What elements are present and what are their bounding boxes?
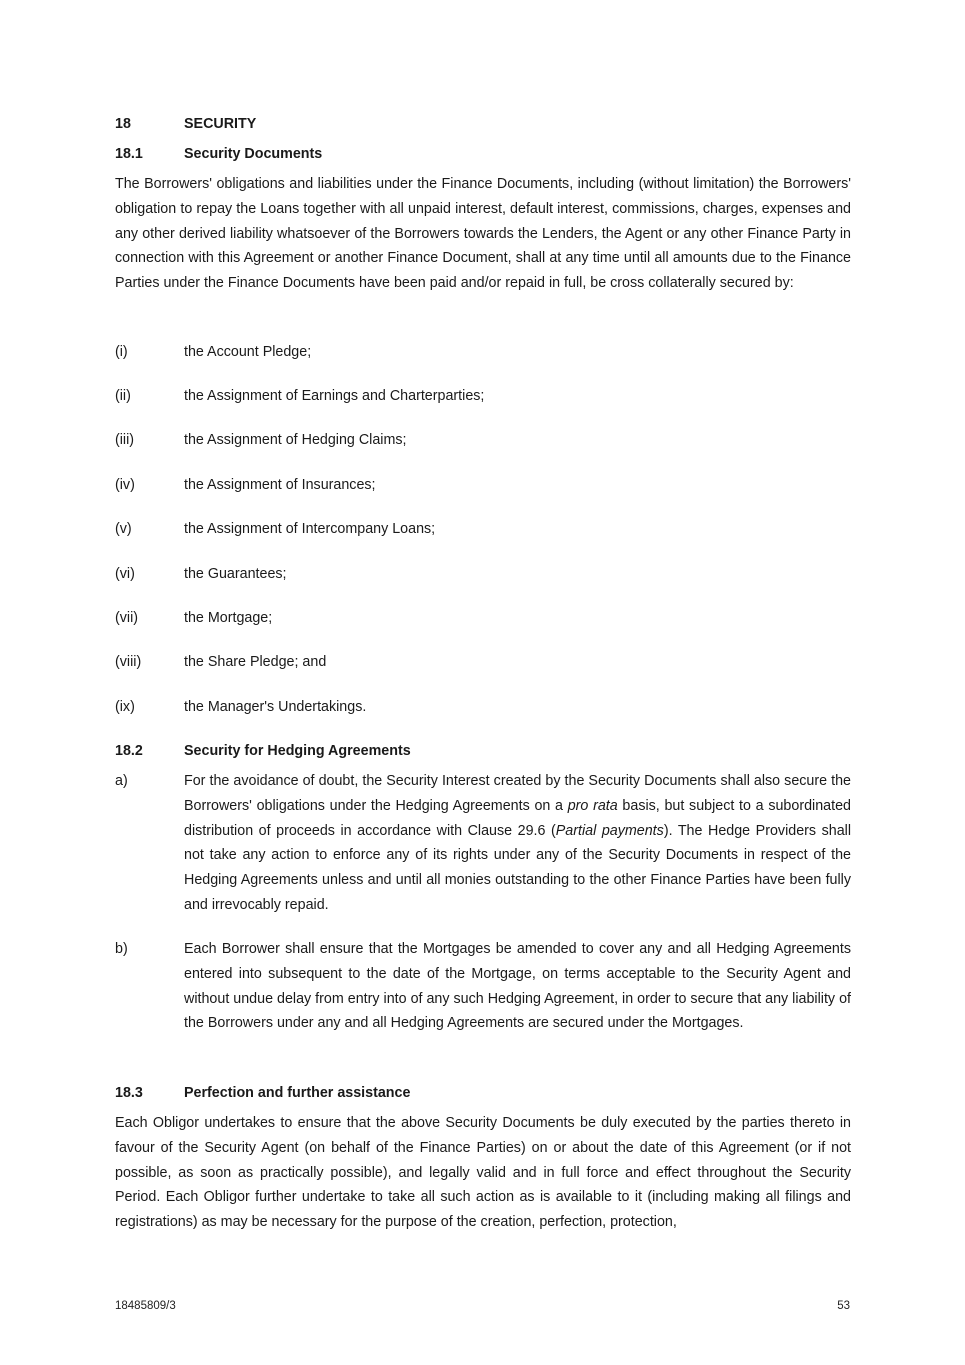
footer-page-number: 53 (837, 1300, 850, 1312)
clause-title: Security Documents (184, 146, 323, 162)
sub-text: Each Borrower shall ensure that the Mortgages be amended to cover any and all Hedging Agreements entered into subsequent to the date of the Mortgage, on terms acceptable to the Security Agent and without undue delay from entry into of any such Hedging Agreement, in order to secure that any liability of the Borrowers under any and all Hedging Agreements are secured under the Mortgages. (184, 941, 851, 1032)
clause-18-2-heading (115, 743, 411, 759)
list-item: (i) the Account Pledge; (115, 344, 312, 360)
list-item: (ii) the Assignment of Earnings and Charterparties; (115, 388, 485, 404)
footer-doc-ref: 18485809/3 (115, 1300, 176, 1312)
clause-number: 18.2 (115, 743, 143, 759)
clause-18-1-intro: The Borrowers' obligations and liabilities under the Finance Documents, including (without limitation) the Borrowers' obligation to repay the Loans together with all unpaid interest, default interest, commissions, charges, expenses and any other derived liability whatsoever of the Borrowers towards the Lenders, the Agent or any other Finance Party in connection with this Agreement or another Finance Document, shall at any time until all amounts due to the Finance Parties under the Finance Documents have been paid and/or repaid in full, be cross collaterally secured by: (115, 176, 851, 292)
clause-18-3-heading (115, 1085, 410, 1101)
list-item: (v) the Assignment of Intercompany Loans; (115, 521, 436, 537)
sub-text: For the avoidance of doubt, the Security Interest created by the Security Documents shall also secure the Borrowers' obligations under the Hedging Agreements on a pro rata basis, but subject to a subordinated distribution of proceeds in accordance with Clause 29.6 (Partial payments). The Hedge Providers shall not take any action to enforce any of its rights under any of the Security Documents in respect of the Hedging Agreements unless and until all monies outstanding to the other Finance Parties have been fully and irrevocably repaid. (184, 773, 851, 913)
list-item: (vi) the Guarantees; (115, 566, 287, 582)
section-title: SECURITY (184, 116, 257, 132)
section-number: 18 (115, 116, 131, 132)
sub-number: a) (115, 773, 128, 789)
list-item: (iii) the Assignment of Hedging Claims; (115, 432, 407, 448)
list-item: (vii) the Mortgage; (115, 610, 273, 626)
clause-title: Perfection and further assistance (184, 1085, 411, 1101)
clause-title: Security for Hedging Agreements (184, 743, 411, 759)
list-item: (iv) the Assignment of Insurances; (115, 477, 376, 493)
clause-18-1-heading (115, 146, 322, 162)
clause-18-3-text: Each Obligor undertakes to ensure that the above Security Documents be duly executed by the parties thereto in favour of the Security Agent (on behalf of the Finance Parties) on or about the date of this Agreement (or if not possible, as soon as practically possible), and legally valid and in full force and effect throughout the Security Period. Each Obligor further undertake to take all such action as is available to it (including making all filings and registrations) as may be necessary for the purpose of the creation, perfection, protection, (115, 1115, 851, 1231)
list-item: (ix) the Manager's Undertakings. (115, 699, 367, 715)
section-heading (115, 116, 256, 132)
sub-number: b) (115, 941, 128, 957)
list-item: (viii) the Share Pledge; and (115, 654, 327, 670)
clause-number: 18.1 (115, 146, 143, 162)
clause-number: 18.3 (115, 1085, 143, 1101)
